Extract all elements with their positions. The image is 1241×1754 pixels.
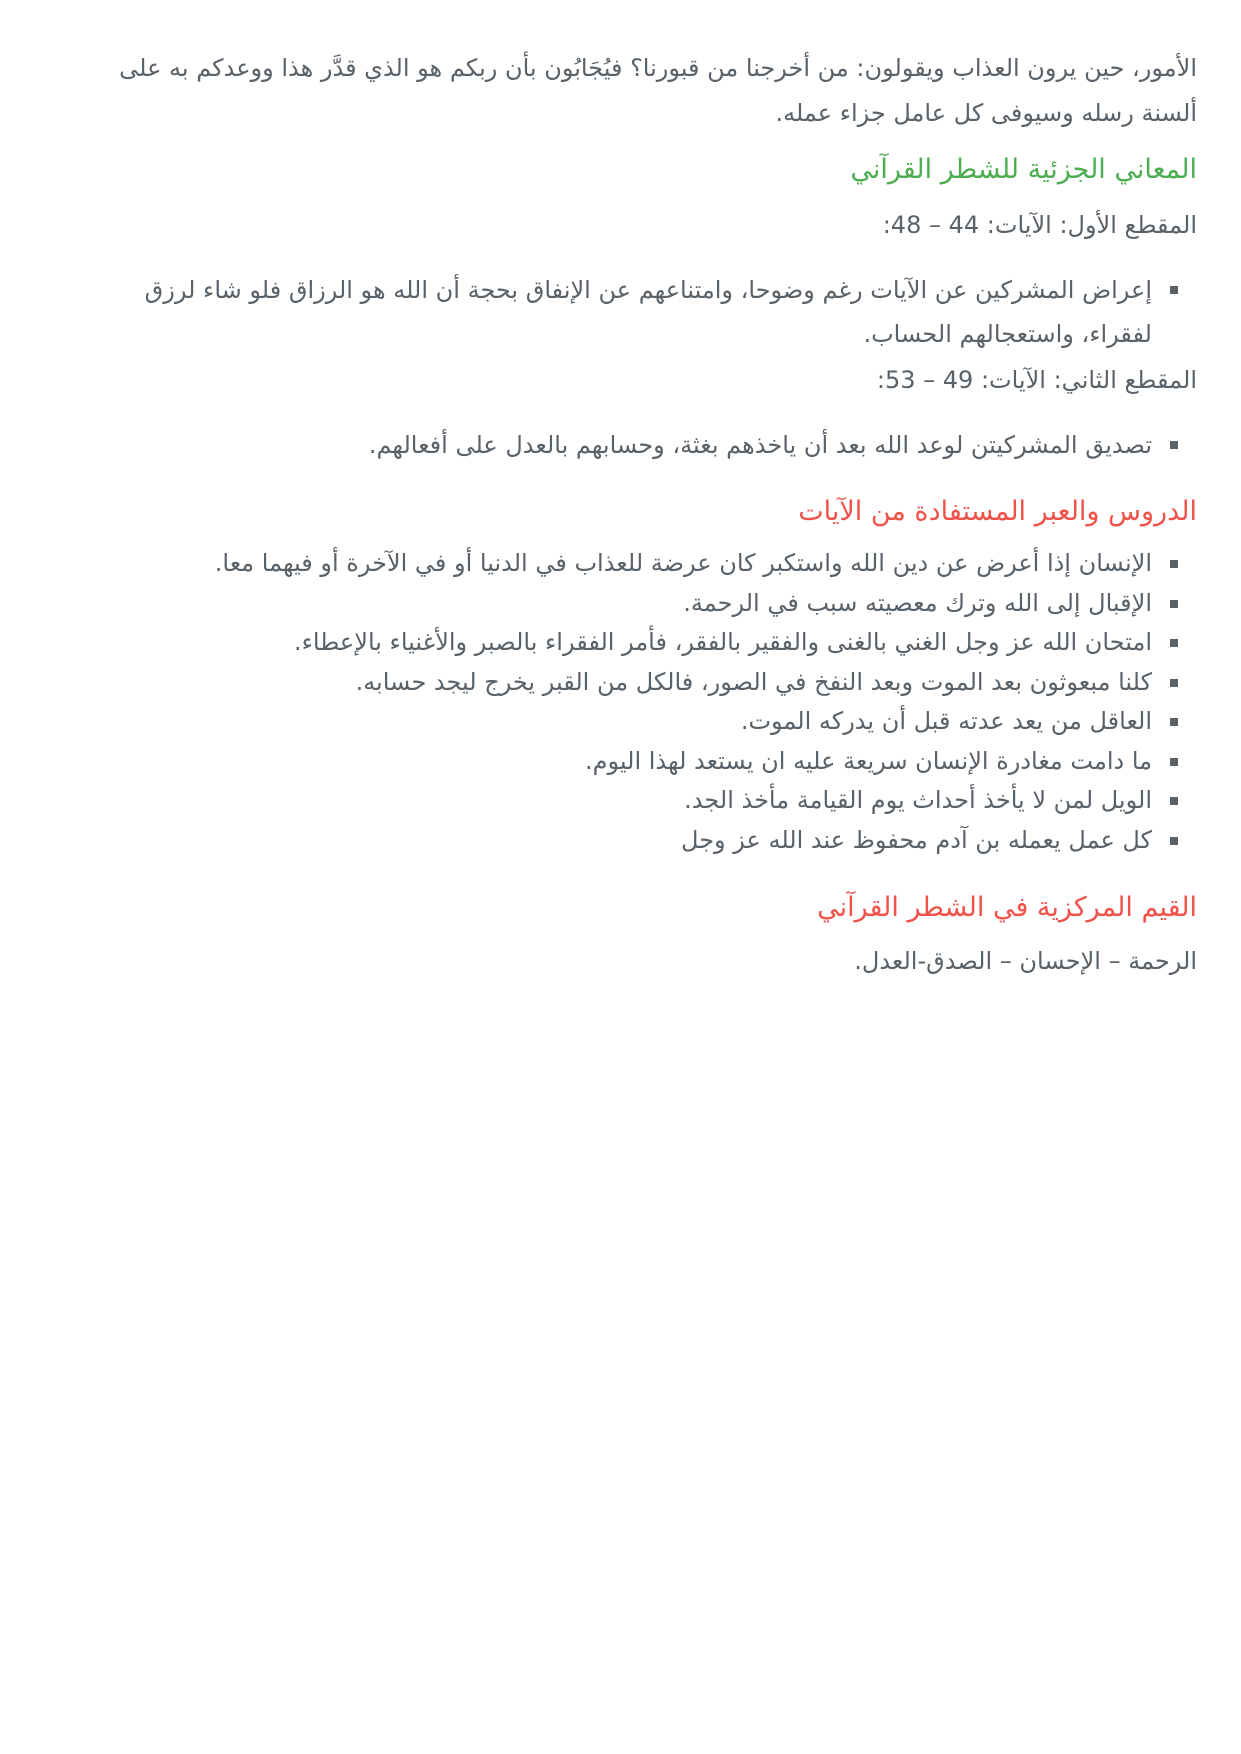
passage-1-label: المقطع الأول: الآيات: 44 – 48: <box>882 211 1197 239</box>
list-item: إعراض المشركين عن الآيات رغم وضوحا، وامتناعهم عن الإنفاق بحجة أن الله هو الرزاق فلو شاء لرزق لفقراء، واستعجالهم الحساب. <box>100 268 1152 356</box>
list-item: الويل لمن لا يأخذ أحداث يوم القيامة مأخذ الجد. <box>100 781 1152 821</box>
list-item: كلنا مبعوثون بعد الموت وبعد النفخ في الصور، فالكل من القبر يخرج ليجد حسابه. <box>100 663 1152 703</box>
intro-paragraph: الأمور، حين يرون العذاب ويقولون: من أخرجنا من قبورنا؟ فيُجَابُون بأن ربكم هو الذي قدَّر هذا ووعدكم به على ألسنة رسله وسيوفى كل عامل جزاء عمله. <box>119 54 1197 127</box>
list-item: كل عمل يعمله بن آدم محفوظ عند الله عز وجل <box>100 821 1152 861</box>
values-line: الرحمة – الإحسان – الصدق-العدل. <box>854 947 1197 975</box>
list-item: تصديق المشركيتن لوعد الله بعد أن ياخذهم بغثة، وحسابهم بالعدل على أفعالهم. <box>100 423 1152 467</box>
passage-1-points <box>100 268 1197 356</box>
list-item: الإنسان إذا أعرض عن دين الله واستكبر كان عرضة للعذاب في الدنيا أو في الآخرة أو فيهما معا. <box>100 544 1152 584</box>
section-title-lessons: الدروس والعبر المستفادة من الآيات <box>798 496 1197 527</box>
list-item: العاقل من يعد عدته قبل أن يدركه الموت. <box>100 702 1152 742</box>
lessons-points <box>100 544 1197 860</box>
list-item: الإقبال إلى الله وترك معصيته سبب في الرحمة. <box>100 584 1152 624</box>
list-item: ما دامت مغادرة الإنسان سريعة عليه ان يستعد لهذا اليوم. <box>100 742 1152 782</box>
section-title-partial-meanings: المعاني الجزئية للشطر القرآني <box>850 154 1197 185</box>
list-item: امتحان الله عز وجل الغني بالغنى والفقير بالفقر، فأمر الفقراء بالصبر والأغنياء بالإعطاء. <box>100 623 1152 663</box>
passage-2-points <box>100 423 1197 467</box>
passage-2-label: المقطع الثاني: الآيات: 49 – 53: <box>876 366 1197 394</box>
section-title-values: القيم المركزية في الشطر القرآني <box>817 892 1197 923</box>
